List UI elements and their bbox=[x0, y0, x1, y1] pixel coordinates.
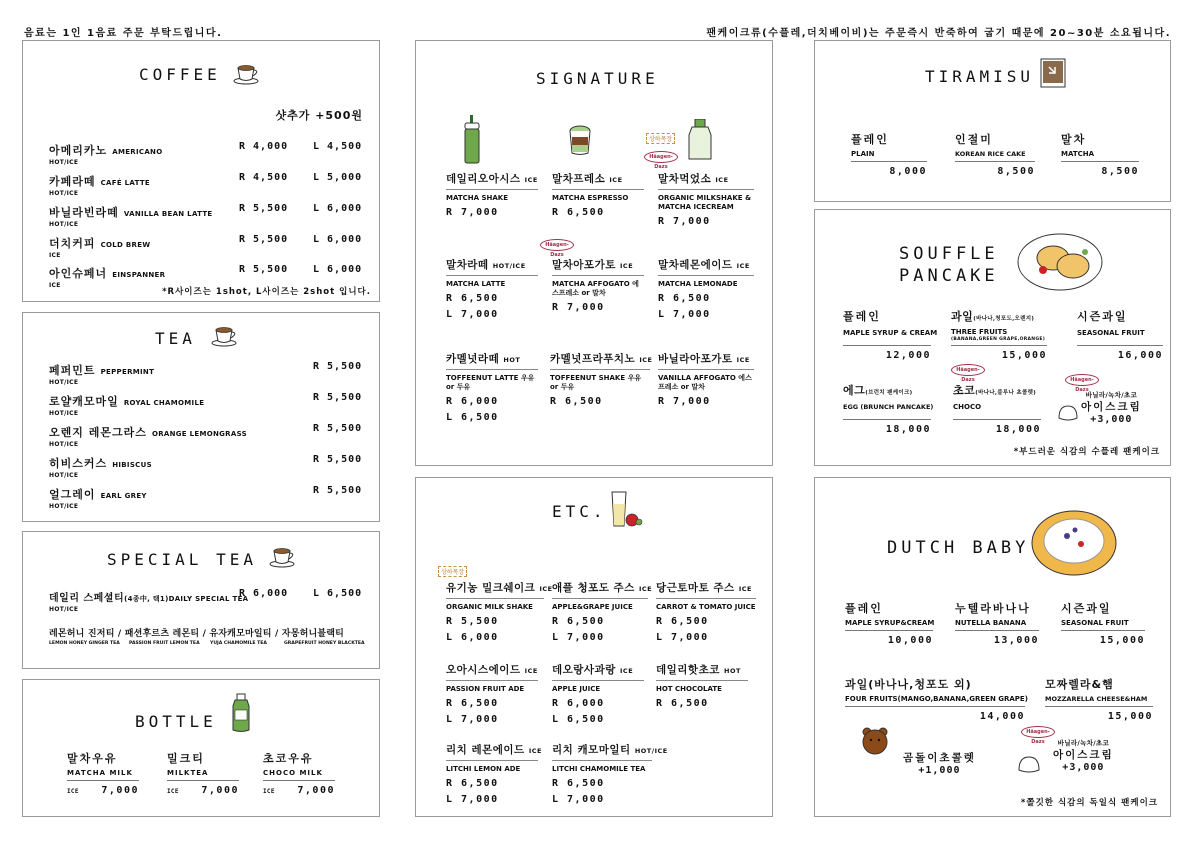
item-name-en: MATCHA bbox=[1061, 150, 1139, 162]
item-temp: ICE bbox=[620, 262, 634, 270]
item-temp: HOT/ICE bbox=[49, 221, 79, 228]
item-name-en: APPLE JUICE bbox=[552, 685, 601, 693]
coffee-row bbox=[49, 201, 365, 227]
etc-item bbox=[446, 580, 553, 644]
tea-cup-icon bbox=[211, 323, 241, 347]
item-name-en: ORGANIC MILKSHAKE & MATCHA ICECREAM bbox=[658, 194, 752, 211]
bear-chocolate-icon bbox=[859, 726, 891, 756]
bear-chocolate-addon bbox=[903, 750, 976, 776]
etc-item bbox=[446, 742, 542, 806]
top-note-left: 음료는 1인 1음료 주문 부탁드립니다. bbox=[24, 28, 223, 39]
price-regular: R 6,000 bbox=[239, 588, 289, 599]
item-temp: ICE bbox=[524, 176, 538, 184]
bear-chocolate-label: 곰돌이초콜렛 bbox=[903, 752, 976, 764]
souffle-panel bbox=[814, 209, 1171, 466]
item-price: 7,000 bbox=[297, 785, 335, 796]
price-regular: R 5,500 bbox=[313, 423, 363, 434]
haagen-dazs-logo: Häagen-Dazs bbox=[540, 239, 574, 251]
tiramisu-item bbox=[851, 131, 927, 177]
item-price: 12,000 bbox=[885, 350, 931, 361]
icecream-flavors: 바닐라/녹차/초코 bbox=[1057, 739, 1110, 747]
dutch-item bbox=[845, 676, 1028, 722]
item-name-kr: 말차라떼 bbox=[446, 259, 489, 271]
item-price: 15,000 bbox=[1107, 711, 1153, 722]
item-price: 16,000 bbox=[1117, 350, 1163, 361]
price-regular: R 7,000 bbox=[658, 396, 711, 407]
price-large: L 6,000 bbox=[313, 203, 363, 214]
item-price: 14,000 bbox=[979, 711, 1025, 722]
special-tea-list bbox=[49, 626, 365, 646]
item-temp: ICE bbox=[49, 282, 61, 289]
matcha-shake-icon bbox=[462, 115, 482, 165]
item-name-kr: 말차아포가토 bbox=[552, 259, 616, 271]
price-regular: R 6,500 bbox=[552, 778, 605, 789]
etc-item bbox=[552, 580, 653, 644]
icecream-price: +3,000 bbox=[1062, 762, 1105, 773]
item-name-kr: 페퍼민트 bbox=[49, 364, 96, 377]
signature-item bbox=[552, 257, 644, 317]
item-temp: ICE bbox=[539, 585, 553, 593]
item-temp: ICE bbox=[167, 788, 179, 795]
price-regular: R 6,500 bbox=[446, 293, 499, 304]
bottle-icon bbox=[229, 692, 253, 734]
item-price: 15,000 bbox=[1001, 350, 1047, 361]
signature-item bbox=[446, 171, 538, 222]
price-regular: R 5,500 bbox=[239, 203, 289, 214]
item-name-kr: 아메리카노 bbox=[49, 144, 108, 157]
item-price: 18,000 bbox=[995, 424, 1041, 435]
sangha-farm-stamp: 상하목장 bbox=[646, 133, 675, 144]
bottle-item bbox=[167, 750, 239, 796]
special-tea-list-en bbox=[49, 641, 365, 646]
icecream-price: +3,000 bbox=[1090, 414, 1133, 425]
top-note-right: 팬케이크류(수플레,더치베이비)는 주문즉시 반죽하여 굽기 때문에 20~30분 소요됩니다. bbox=[706, 28, 1171, 39]
souffle-item bbox=[1077, 308, 1163, 361]
item-temp: ICE bbox=[528, 747, 542, 755]
item-name-en: COLD BREW bbox=[100, 241, 151, 249]
item-temp: HOT/ICE bbox=[634, 747, 668, 755]
price-regular: R 5,500 bbox=[313, 485, 363, 496]
special-tea-cup-icon bbox=[269, 544, 299, 568]
item-name-kr: 시즌과일 bbox=[1077, 310, 1128, 323]
etc-item bbox=[552, 742, 668, 806]
item-name-en: VANILLA BEAN LATTE bbox=[123, 210, 213, 218]
price-large: L 5,000 bbox=[313, 172, 363, 183]
bear-chocolate-price: +1,000 bbox=[918, 765, 961, 776]
item-price: 8,500 bbox=[1101, 166, 1139, 177]
dutch-item bbox=[1045, 676, 1153, 722]
item-name-kr: 데일리오아시스 bbox=[446, 173, 521, 185]
price-regular: R 6,500 bbox=[446, 698, 499, 709]
item-name-en: MOZZARELLA CHEESE&HAM bbox=[1045, 695, 1153, 707]
item-price: 18,000 bbox=[885, 424, 931, 435]
item-name-en: NUTELLA BANANA bbox=[955, 619, 1039, 631]
price-large: L 7,000 bbox=[446, 794, 499, 805]
item-name-en: PEPPERMINT bbox=[100, 368, 155, 376]
item-name-en: MATCHA LATTE bbox=[446, 280, 506, 288]
souffle-title-line2: PANCAKE bbox=[899, 266, 999, 286]
dutch-item bbox=[955, 600, 1039, 646]
price-regular: R 6,500 bbox=[550, 396, 603, 407]
item-price: 7,000 bbox=[101, 785, 139, 796]
item-name-en: MATCHA LEMONADE bbox=[658, 280, 738, 288]
item-temp: ICE bbox=[638, 585, 653, 593]
item-name-kr: 초코 bbox=[953, 384, 976, 397]
tea-panel bbox=[22, 312, 380, 522]
list-en-item: GRAPEFRUIT HONEY BLACKTEA bbox=[284, 641, 365, 646]
price-regular: R 6,500 bbox=[656, 616, 709, 627]
price-large: L 7,000 bbox=[656, 632, 709, 643]
dutch-baby-panel bbox=[814, 477, 1171, 817]
souffle-item bbox=[953, 382, 1041, 435]
item-name-kr: 오아시스에이드 bbox=[446, 664, 521, 676]
coffee-cup-icon bbox=[233, 61, 263, 85]
signature-item bbox=[446, 351, 538, 424]
item-temp: HOT/ICE bbox=[49, 441, 79, 448]
item-name-en: AMERICANO bbox=[112, 148, 163, 156]
list-en-item: YUJA CHAMOMILE TEA bbox=[210, 641, 267, 646]
price-large: L 7,000 bbox=[446, 309, 499, 320]
item-name-en: LITCHI CHAMOMILE TEA bbox=[552, 765, 646, 773]
coffee-row bbox=[49, 139, 365, 165]
price-regular: R 6,500 bbox=[658, 293, 711, 304]
item-name-kr: 리치 레몬에이드 bbox=[446, 744, 525, 756]
signature-panel bbox=[415, 40, 773, 466]
item-name-en: EGG (BRUNCH PANCAKE) bbox=[843, 403, 931, 420]
souffle-title-line1: SOUFFLE bbox=[899, 244, 999, 264]
item-name-kr: 말차 bbox=[1061, 133, 1087, 146]
price-large: L 7,000 bbox=[446, 714, 499, 725]
souffle-item bbox=[843, 308, 938, 361]
souffle-footnote: *부드러운 식감의 수플레 팬케이크 bbox=[1013, 447, 1160, 457]
item-name-en: CHOCO MILK bbox=[263, 769, 335, 781]
etc-title: ETC. bbox=[552, 502, 607, 521]
list-en-item: PASSION FRUIT LEMON TEA bbox=[129, 641, 200, 646]
item-name-en: PLAIN bbox=[851, 150, 927, 162]
price-large: L 6,500 bbox=[552, 714, 605, 725]
item-name-en: MAPLE SYRUP & CREAM bbox=[843, 329, 931, 346]
item-temp: HOT/ICE bbox=[49, 410, 79, 417]
item-name-en: EINSPANNER bbox=[112, 271, 166, 279]
dutch-baby-title: DUTCH BABY bbox=[887, 538, 1030, 558]
item-name-kr: 말차프레소 bbox=[552, 173, 606, 185]
item-temp: HOT bbox=[503, 356, 521, 364]
item-temp: HOT bbox=[724, 667, 741, 675]
item-name-en: LITCHI LEMON ADE bbox=[446, 765, 521, 773]
item-name-kr: 바닐라아포가토 bbox=[658, 353, 733, 365]
item-name-en: ORGANIC MILK SHAKE bbox=[446, 603, 533, 611]
item-name-kr: 플레인 bbox=[843, 310, 881, 323]
special-tea-list-kr: 레몬허니 진저티 / 패션후르츠 레몬티 / 유자캐모마일티 / 자몽허니블랙티 bbox=[49, 629, 345, 639]
item-name-en: TOFFEENUT LATTE 우유 or 두유 bbox=[446, 374, 535, 391]
dutch-icecream bbox=[1053, 738, 1114, 773]
price-regular: R 7,000 bbox=[658, 216, 711, 227]
item-temp: HOT/ICE bbox=[49, 503, 79, 510]
item-note: (바나나,청포도,오렌지) bbox=[973, 316, 1035, 322]
price-regular: R 6,500 bbox=[446, 778, 499, 789]
price-large: L 7,000 bbox=[552, 794, 605, 805]
special-tea-title: SPECIAL TEA bbox=[107, 550, 257, 569]
price-regular: R 6,000 bbox=[552, 698, 605, 709]
item-name-kr: 과일 bbox=[951, 310, 974, 323]
item-temp: ICE bbox=[715, 176, 729, 184]
etc-item bbox=[446, 662, 538, 726]
item-name-en: MAPLE SYRUP&CREAM bbox=[845, 619, 933, 631]
item-price: 7,000 bbox=[201, 785, 239, 796]
item-name-kr: 카멜넛라떼 bbox=[446, 353, 500, 365]
dutch-footnote: *쫄깃한 식감의 독일식 팬케이크 bbox=[1020, 798, 1158, 808]
item-name-en: MATCHA MILK bbox=[67, 769, 139, 781]
item-name-en: MATCHA AFFOGATO 에스프레소 or 말차 bbox=[552, 280, 639, 297]
item-name-en: CAFÉ LATTE bbox=[100, 179, 150, 187]
item-note: (4종中, 택1) bbox=[124, 595, 169, 603]
bottle-item bbox=[67, 750, 139, 796]
item-price: 8,000 bbox=[889, 166, 927, 177]
price-large: L 6,000 bbox=[446, 632, 499, 643]
bottle-title: BOTTLE bbox=[135, 712, 217, 731]
item-temp: ICE bbox=[609, 176, 623, 184]
item-price: 13,000 bbox=[993, 635, 1039, 646]
item-temp: ICE bbox=[263, 788, 275, 795]
item-name-kr: 초코우유 bbox=[263, 752, 314, 765]
price-large: L 6,000 bbox=[313, 264, 363, 275]
price-large: L 6,500 bbox=[446, 412, 499, 423]
signature-item bbox=[658, 351, 754, 411]
price-regular: R 6,000 bbox=[446, 396, 499, 407]
price-regular: R 5,500 bbox=[239, 234, 289, 245]
signature-item bbox=[550, 351, 653, 411]
coffee-footnote: *R사이즈는 1shot, L사이즈는 2shot 입니다. bbox=[162, 287, 371, 297]
item-name-en: KOREAN RICE CAKE bbox=[955, 150, 1035, 162]
item-name-en: SEASONAL FRUIT bbox=[1061, 619, 1145, 631]
price-large: L 4,500 bbox=[313, 141, 363, 152]
price-regular: R 6,500 bbox=[552, 616, 605, 627]
item-name-kr: 카멜넛프라푸치노 bbox=[550, 353, 636, 365]
item-price: 8,500 bbox=[997, 166, 1035, 177]
item-name-en: TOFFEENUT SHAKE 우유 or 두유 bbox=[550, 374, 642, 391]
item-name-en: VANILLA AFFOGATO 에스프레소 or 말차 bbox=[658, 374, 752, 391]
souffle-item bbox=[951, 308, 1047, 361]
haagen-dazs-logo: Häagen-Dazs bbox=[644, 151, 678, 163]
price-large: L 7,000 bbox=[552, 632, 605, 643]
item-name-en: ORANGE LEMONGRASS bbox=[151, 430, 247, 438]
tea-title: TEA bbox=[155, 329, 196, 348]
item-name-en: MILKTEA bbox=[167, 769, 239, 781]
item-name-en: ROYAL CHAMOMILE bbox=[123, 399, 205, 407]
item-name-en: PASSION FRUIT ADE bbox=[446, 685, 525, 693]
dutch-item bbox=[845, 600, 933, 646]
tiramisu-panel bbox=[814, 40, 1171, 202]
icecream-flavors: 바닐라/녹차/초코 bbox=[1085, 391, 1138, 399]
coffee-title: COFFEE bbox=[139, 65, 221, 84]
item-temp: ICE bbox=[49, 252, 61, 259]
price-regular: R 7,000 bbox=[552, 302, 605, 313]
souffle-pancake-icon bbox=[1015, 226, 1105, 292]
coffee-row bbox=[49, 170, 365, 196]
item-price: 15,000 bbox=[1099, 635, 1145, 646]
item-name-en: MATCHA SHAKE bbox=[446, 194, 508, 202]
tea-row bbox=[49, 452, 365, 478]
haagen-dazs-logo: Häagen-Dazs bbox=[1065, 374, 1099, 386]
item-sub: (BANANA,GREEN GRAPE,ORANGE) bbox=[951, 337, 1046, 342]
juice-glass-icon bbox=[608, 490, 644, 530]
bottle-panel bbox=[22, 679, 380, 817]
item-name-en: HIBISCUS bbox=[112, 461, 152, 469]
item-name-kr: 밀크티 bbox=[167, 752, 205, 765]
item-name-en: FOUR FRUITS(MANGO,BANANA,GREEN GRAPE) bbox=[845, 695, 1025, 707]
item-name-kr: 히비스커스 bbox=[49, 457, 108, 470]
item-name-kr: 데오랑사과랑 bbox=[552, 664, 616, 676]
souffle-item bbox=[843, 382, 934, 435]
item-name-kr: 오렌지 레몬그라스 bbox=[49, 426, 147, 439]
item-name-kr: 아인슈페너 bbox=[49, 267, 108, 280]
tiramisu-title: TIRAMISU bbox=[925, 67, 1035, 86]
item-name-en: CARROT & TOMATO JUICE bbox=[656, 603, 756, 611]
price-large: L 6,500 bbox=[313, 588, 363, 599]
ice-cream-scoop-icon bbox=[1017, 754, 1041, 776]
item-temp: HOT/ICE bbox=[49, 379, 79, 386]
price-regular: R 5,500 bbox=[313, 454, 363, 465]
price-regular: R 5,500 bbox=[239, 264, 289, 275]
list-en-item: LEMON HONEY GINGER TEA bbox=[49, 641, 120, 646]
tiramisu-item bbox=[1061, 131, 1139, 177]
price-regular: R 6,500 bbox=[656, 698, 709, 709]
item-name-en: SEASONAL FRUIT bbox=[1077, 329, 1163, 346]
item-temp: ICE bbox=[736, 262, 750, 270]
ice-cream-scoop-icon bbox=[1057, 404, 1079, 424]
item-name-kr: 데일리핫초코 bbox=[656, 664, 720, 676]
item-price: 10,000 bbox=[887, 635, 933, 646]
coffee-row bbox=[49, 232, 365, 258]
etc-panel bbox=[415, 477, 773, 817]
item-name-kr: 말차우유 bbox=[67, 752, 118, 765]
signature-item bbox=[658, 257, 754, 321]
item-name-kr: 누텔라바나나 bbox=[955, 602, 1031, 615]
extra-shot-note: 샷추가 +500원 bbox=[275, 109, 363, 122]
item-name-kr: 시즌과일 bbox=[1061, 602, 1112, 615]
etc-item bbox=[656, 662, 748, 713]
price-regular: R 6,500 bbox=[552, 207, 605, 218]
coffee-panel bbox=[22, 40, 380, 302]
item-temp: ICE bbox=[738, 585, 752, 593]
item-name-en: CHOCO bbox=[953, 403, 1041, 420]
matcha-espresso-icon bbox=[568, 123, 592, 157]
item-temp: ICE bbox=[620, 667, 634, 675]
item-name-kr: 바닐라빈라떼 bbox=[49, 206, 119, 219]
price-large: L 7,000 bbox=[658, 309, 711, 320]
item-temp: ICE bbox=[67, 788, 79, 795]
icecream-label: 아이스크림 bbox=[1081, 401, 1142, 413]
tiramisu-icon bbox=[1039, 57, 1067, 89]
item-name-kr: 얼그레이 bbox=[49, 488, 96, 501]
special-tea-row bbox=[49, 586, 365, 612]
bottle-item bbox=[263, 750, 335, 796]
item-name-kr: 카페라떼 bbox=[49, 175, 96, 188]
item-name-en: THREE FRUITS bbox=[951, 328, 1008, 336]
item-name-kr: 인절미 bbox=[955, 133, 993, 146]
tea-row bbox=[49, 483, 365, 509]
haagen-dazs-logo: Häagen-Dazs bbox=[1021, 726, 1055, 738]
item-name-kr: 더치커피 bbox=[49, 237, 96, 250]
item-temp: HOT/ICE bbox=[49, 472, 79, 479]
item-name-kr: 과일(바나나,청포도 외) bbox=[845, 678, 972, 691]
milk-bottle-icon bbox=[686, 119, 714, 161]
price-regular: R 5,500 bbox=[446, 616, 499, 627]
tiramisu-item bbox=[955, 131, 1035, 177]
price-regular: R 4,000 bbox=[239, 141, 289, 152]
item-name-en: EARL GREY bbox=[100, 492, 147, 500]
item-temp: HOT/ICE bbox=[49, 606, 79, 613]
item-temp: HOT/ICE bbox=[492, 262, 526, 270]
item-name-kr: 플레인 bbox=[851, 133, 889, 146]
sangha-farm-stamp: 상하목장 bbox=[438, 566, 467, 577]
special-tea-panel bbox=[22, 531, 380, 669]
price-regular: R 5,500 bbox=[313, 361, 363, 372]
tea-row bbox=[49, 390, 365, 416]
price-regular: R 5,500 bbox=[313, 392, 363, 403]
tea-row bbox=[49, 359, 365, 385]
icecream-label: 아이스크림 bbox=[1053, 749, 1114, 761]
item-name-en: HOT CHOCOLATE bbox=[656, 685, 722, 693]
item-name-en: APPLE&GRAPE JUICE bbox=[552, 603, 633, 611]
item-name-kr: 애플 청포도 주스 bbox=[552, 582, 635, 594]
item-temp: ICE bbox=[736, 356, 750, 364]
item-name-kr: 모짜렐라&햄 bbox=[1045, 678, 1114, 691]
dutch-baby-icon bbox=[1029, 508, 1119, 578]
item-name-kr: 데일리 스페셜티 bbox=[49, 593, 125, 604]
item-temp: HOT/ICE bbox=[49, 190, 79, 197]
item-name-kr: 말차레몬에이드 bbox=[658, 259, 733, 271]
haagen-dazs-logo: Häagen-Dazs bbox=[951, 364, 985, 376]
etc-item bbox=[656, 580, 756, 644]
item-note: (바나나,블루나 초콜렛) bbox=[975, 390, 1037, 396]
etc-item bbox=[552, 662, 644, 726]
price-regular: R 7,000 bbox=[446, 207, 499, 218]
price-regular: R 4,500 bbox=[239, 172, 289, 183]
item-temp: HOT/ICE bbox=[49, 159, 79, 166]
souffle-icecream bbox=[1081, 390, 1142, 425]
item-name-en: DAILY SPECIAL TEA bbox=[168, 595, 249, 603]
dutch-item bbox=[1061, 600, 1145, 646]
item-note: (브런치 팬케이크) bbox=[865, 390, 913, 396]
signature-item bbox=[446, 257, 538, 321]
signature-title: SIGNATURE bbox=[536, 69, 659, 88]
item-name-kr: 유기농 밀크쉐이크 bbox=[446, 582, 536, 594]
item-name-kr: 에그 bbox=[843, 384, 866, 397]
item-temp: ICE bbox=[524, 667, 538, 675]
item-temp: ICE bbox=[639, 356, 653, 364]
item-name-en: MATCHA ESPRESSO bbox=[552, 194, 629, 202]
price-large: L 6,000 bbox=[313, 234, 363, 245]
tea-row bbox=[49, 421, 365, 447]
item-name-kr: 로얄캐모마일 bbox=[49, 395, 119, 408]
item-name-kr: 당근토마토 주스 bbox=[656, 582, 735, 594]
item-name-kr: 리치 캐모마일티 bbox=[552, 744, 631, 756]
item-name-kr: 플레인 bbox=[845, 602, 883, 615]
signature-item bbox=[658, 171, 754, 231]
item-name-kr: 말차먹었소 bbox=[658, 173, 712, 185]
signature-item bbox=[552, 171, 644, 222]
